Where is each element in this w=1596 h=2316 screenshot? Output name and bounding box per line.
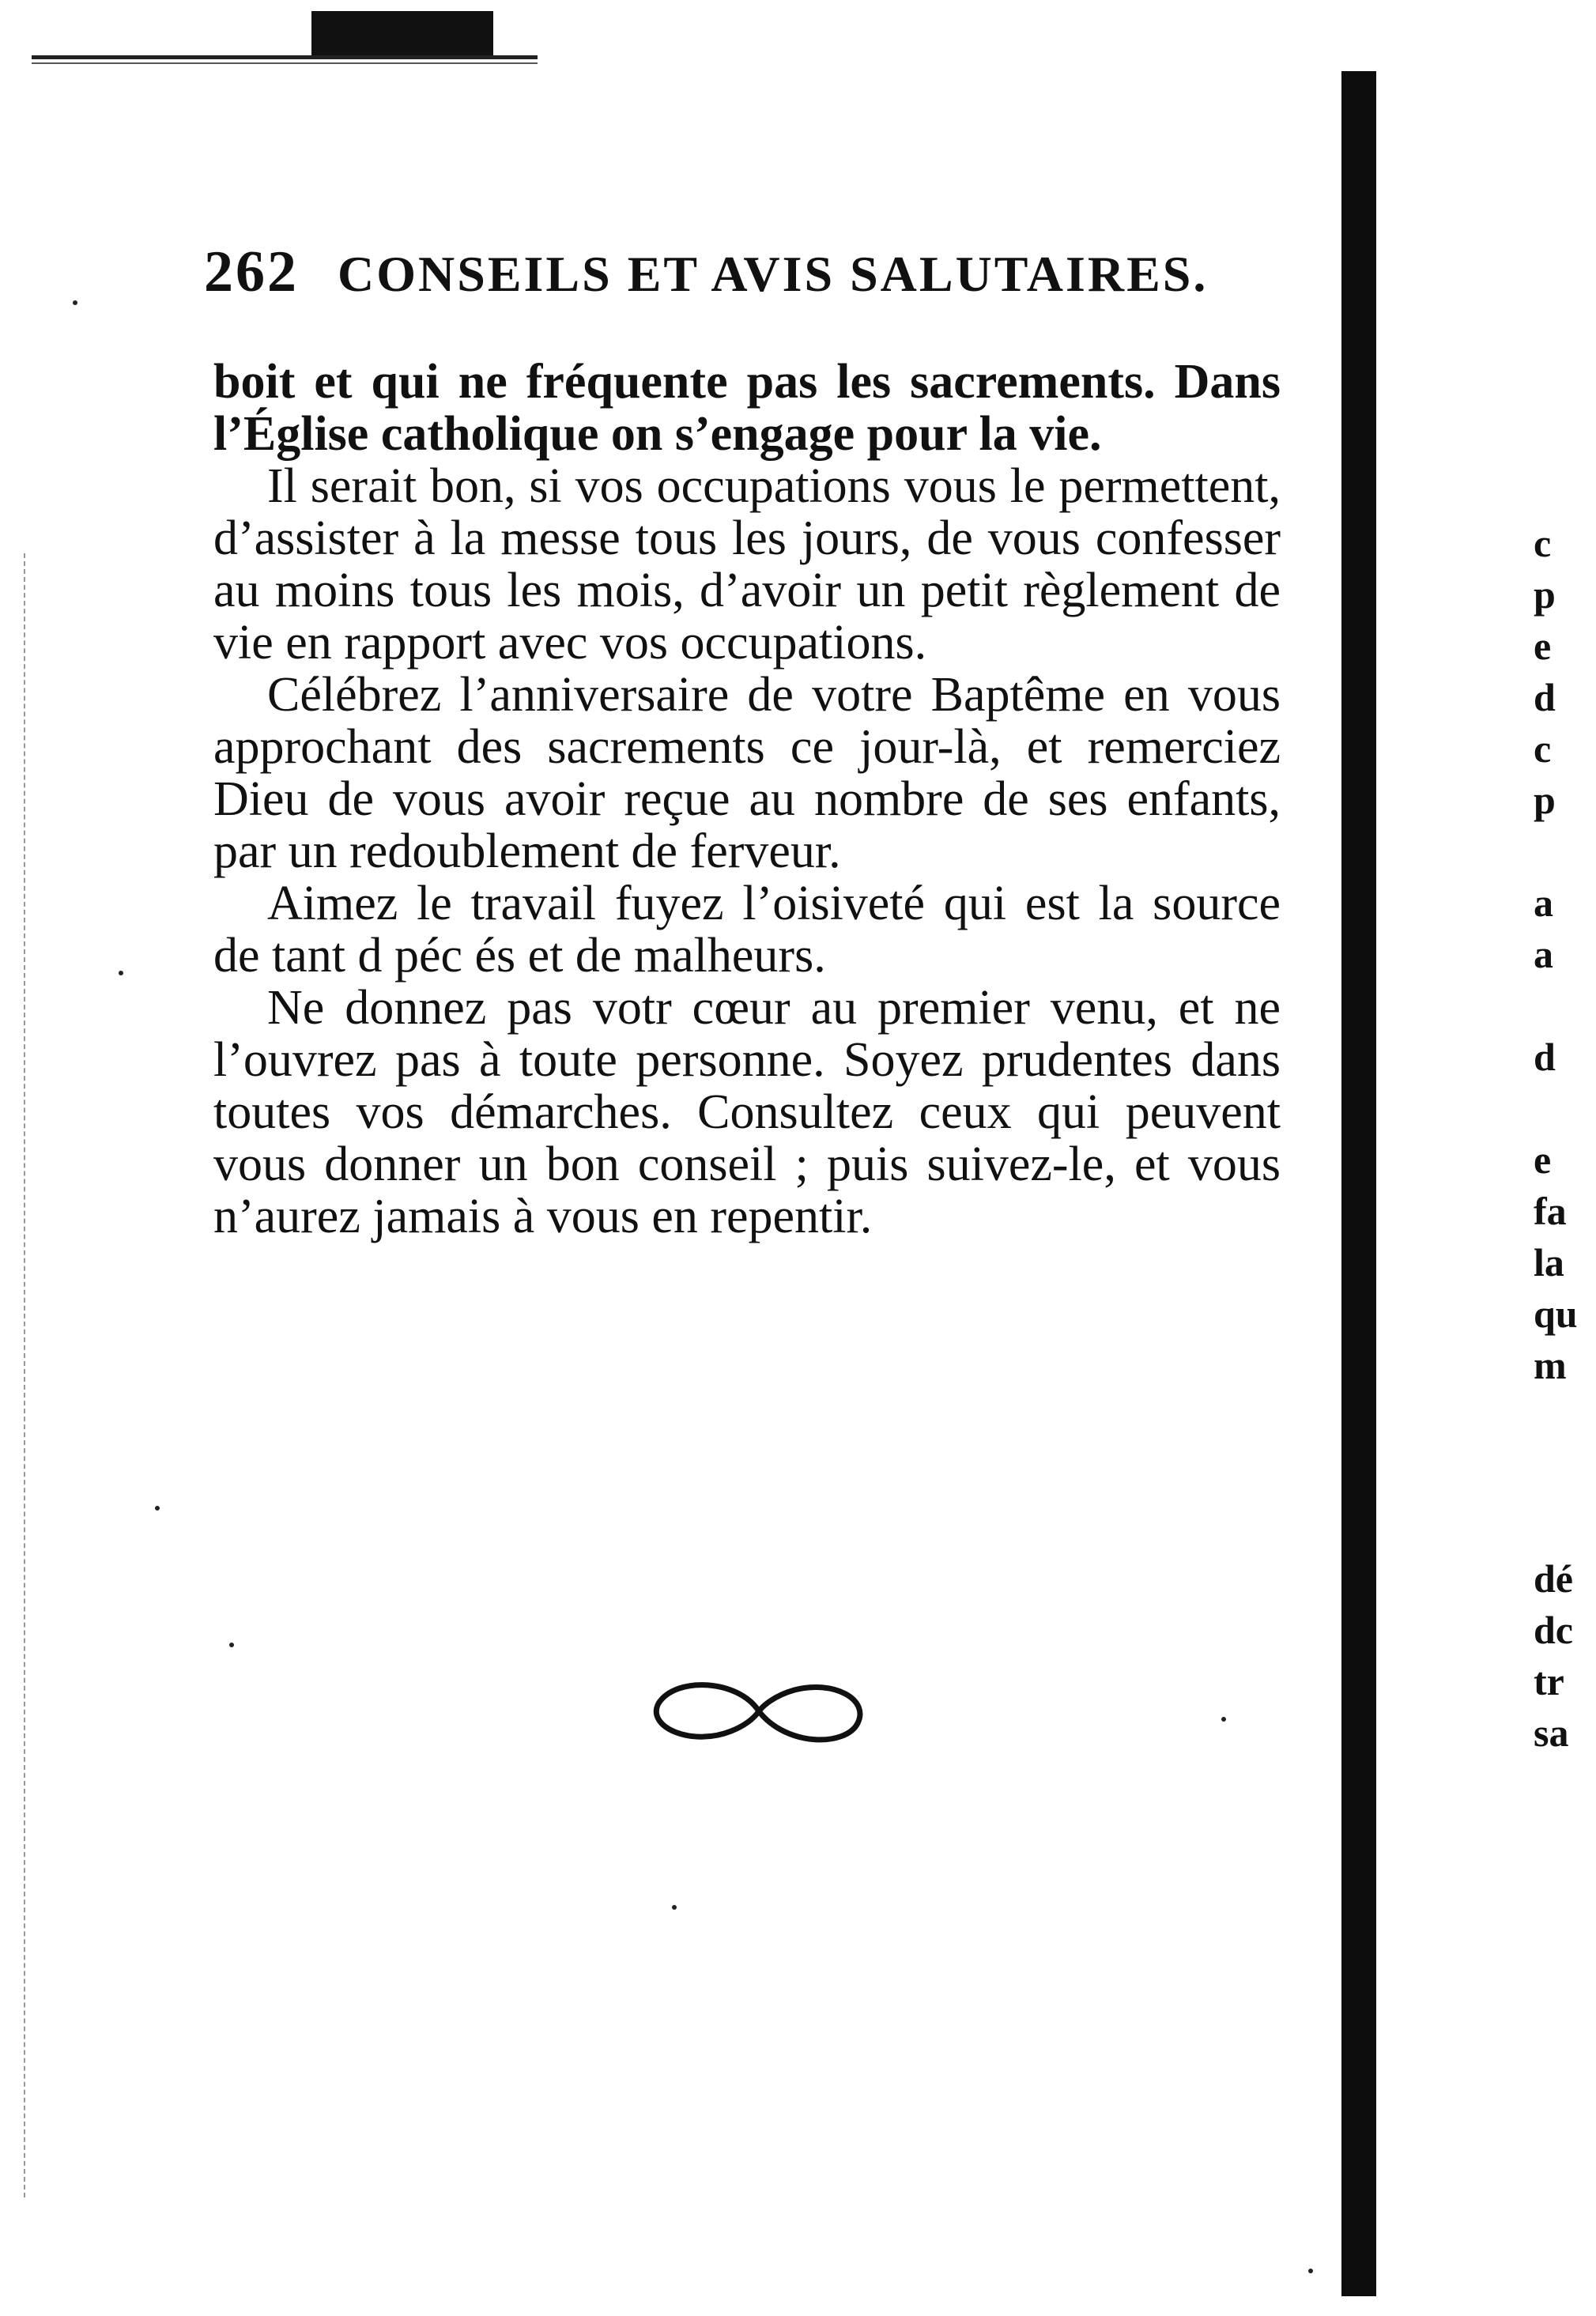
running-title: CONSEILS ET AVIS SALUTAIRES. (338, 246, 1209, 302)
scan-speck (119, 971, 123, 975)
scan-speck (155, 1506, 160, 1511)
paragraph: Il serait bon, si vos occupations vous le permettent, d’assister à la messe tous les jours, de vous confesser au moins tous les mois, d’avoir un petit règlement de vie en rapport avec vos occupations. (213, 459, 1281, 670)
scan-speck (73, 300, 77, 305)
page-header (204, 239, 1208, 306)
paragraph: Aimez le travail fuyez l’oisiveté qui est la source de tant d péc és et de malheurs. (213, 877, 1281, 983)
facing-page-fragments: dé dc tr sa (1534, 1556, 1573, 1755)
infinity-flourish-icon (644, 1668, 873, 1755)
scan-speck (229, 1643, 234, 1647)
paragraph: Ne donnez pas votr cœur au premier venu, et ne l’ouvrez pas à toute personne. Soyez prudentes dans toutes vos démarches. Consultez ceux qui peuvent vous donner un bon conseil ; puis suivez-le, et vous n’aurez jamais à vous en repentir. (213, 981, 1281, 1243)
scan-top-rule (32, 55, 538, 59)
scan-top-block (311, 11, 493, 55)
scan-speck (672, 1905, 677, 1910)
page-body (213, 356, 1281, 1243)
scan-speck (1308, 2269, 1313, 2273)
paragraph-continuation: boit et qui ne fréquente pas les sacrements. Dans l’Église catholique on s’engage pour la vie. (213, 355, 1281, 461)
facing-page-fragments: c p e d c p a a d e fa la qu m (1534, 521, 1578, 1387)
scan-speck (1221, 1717, 1226, 1722)
book-spine-shadow (1341, 71, 1376, 2296)
paragraph: Célébrez l’anniversaire de votre Baptême en vous approchant des sacrements ce jour-là, et remerciez Dieu de vous avoir reçue au nombre de ses enfants, par un redoublement de ferveur. (213, 668, 1281, 878)
page-number: 262 (204, 240, 299, 304)
scan-left-edge (24, 553, 27, 2197)
scan-top-rule-thin (32, 62, 538, 64)
